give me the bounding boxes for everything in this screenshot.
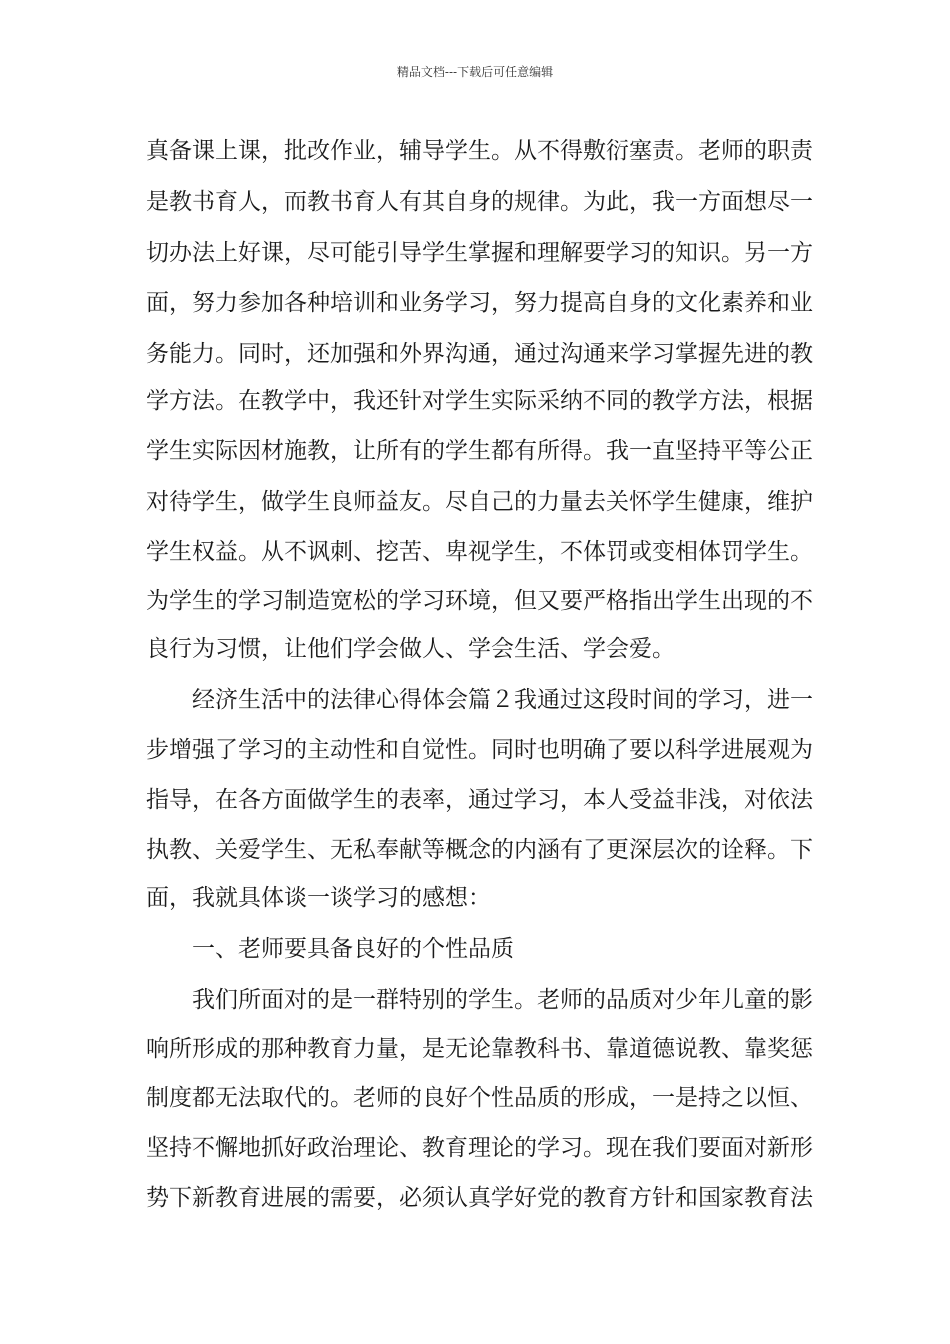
text-line: 坚持不懈地抓好政治理论、教育理论的学习。现在我们要面对新形 (146, 1135, 813, 1161)
text-line: 对待学生，做学生良师益友。尽自己的力量去关怀学生健康，维护 (146, 489, 813, 515)
text-line: 务能力。同时，还加强和外界沟通，通过沟通来学习掌握先进的教 (146, 341, 813, 367)
text-line: 面，我就具体谈一谈学习的感想： (146, 885, 491, 911)
paragraph-first-line: 我们所面对的是一群特别的学生。老师的品质对少年儿童的影 (192, 987, 813, 1013)
text-line: 面，努力参加各种培训和业务学习，努力提高自身的文化素养和业 (146, 290, 813, 316)
text-line: 是教书育人，而教书育人有其自身的规律。为此，我一方面想尽一 (146, 189, 813, 215)
text-line: 良行为习惯，让他们学会做人、学会生活、学会爱。 (146, 636, 675, 662)
text-line: 学生权益。从不讽刺、挖苦、卑视学生，不体罚或变相体罚学生。 (146, 539, 813, 565)
page-header: 精品文档---下载后可任意编辑 (396, 65, 554, 79)
text-line: 切办法上好课，尽可能引导学生掌握和理解要学习的知识。另一方 (146, 240, 813, 266)
text-line: 学方法。在教学中，我还针对学生实际采纳不同的教学方法，根据 (146, 388, 813, 414)
text-line: 学生实际因材施教，让所有的学生都有所得。我一直坚持平等公正 (146, 438, 813, 464)
text-line: 真备课上课，批改作业，辅导学生。从不得敷衍塞责。老师的职责 (146, 138, 813, 164)
text-line: 为学生的学习制造宽松的学习环境，但又要严格指出学生出现的不 (146, 588, 813, 614)
text-line: 步增强了学习的主动性和自觉性。同时也明确了要以科学进展观为 (146, 737, 813, 763)
text-line: 执教、关爱学生、无私奉献等概念的内涵有了更深层次的诠释。下 (146, 837, 813, 863)
section-heading: 一、老师要具备良好的个性品质 (192, 936, 514, 962)
text-line: 响所形成的那种教育力量，是无论靠教科书、靠道德说教、靠奖惩 (146, 1036, 813, 1062)
text-line: 势下新教育进展的需要，必须认真学好党的教育方针和国家教育法 (146, 1185, 813, 1211)
text-line: 制度都无法取代的。老师的良好个性品质的形成，一是持之以恒、 (146, 1085, 813, 1111)
paragraph-first-line: 经济生活中的法律心得体会篇２我通过这段时间的学习，进一 (192, 687, 813, 713)
text-line: 指导，在各方面做学生的表率，通过学习，本人受益非浅，对依法 (146, 787, 813, 813)
